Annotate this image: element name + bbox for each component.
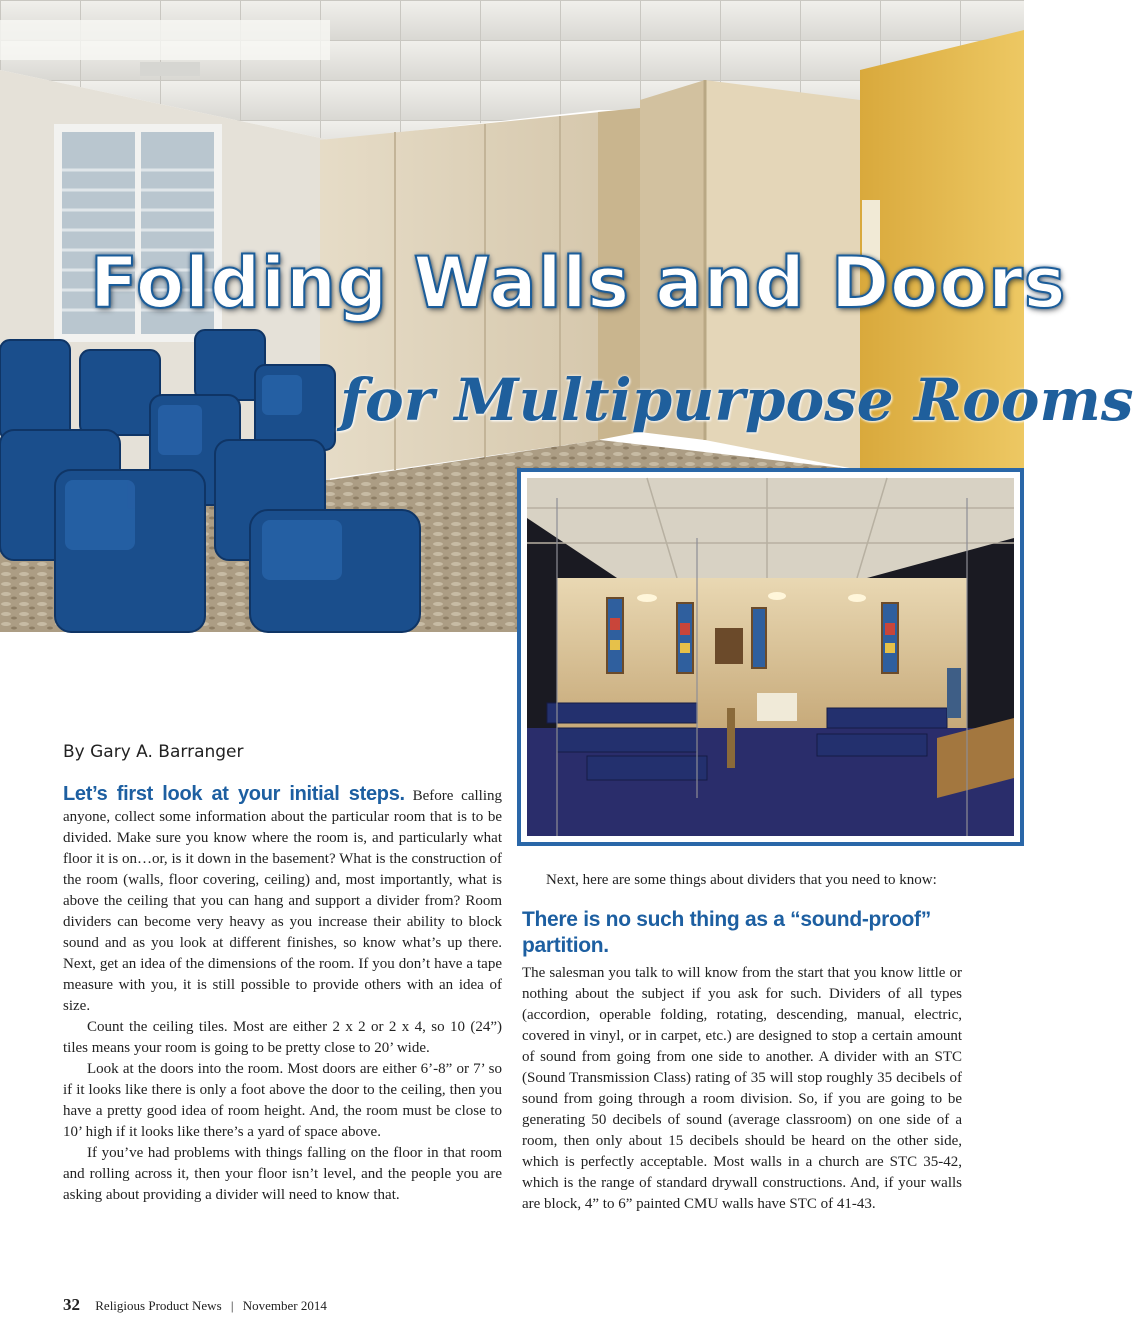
inset-photo — [517, 468, 1024, 846]
publication-name: Religious Product News — [95, 1298, 222, 1313]
paragraph-ceiling-tiles: Count the ceiling tiles. Most are either 2 x 2 or 2 x 4, so 10 (24”) tiles means your room is going to be pretty close to 20’ wide. — [63, 1019, 502, 1056]
lead-paragraph — [63, 784, 502, 1017]
article-subtitle: for Multipurpose Rooms — [340, 366, 1133, 434]
byline: By Gary A. Barranger — [63, 742, 244, 762]
issue-date: November 2014 — [242, 1298, 327, 1313]
paragraph-doors: Look at the doors into the room. Most doors are either 6’-8” or 7’ so if it looks like there is only a foot above the door to the ceiling, then you have a pretty good idea of room height. And, the room must be close to 10’ high if it looks like there’s a yard of space above. — [63, 1061, 502, 1140]
article-title: Folding Walls and Doors — [90, 242, 1067, 324]
paragraph-intro-dividers: Next, here are some things about dividers that you need to know: — [546, 872, 937, 888]
footer-separator: | — [230, 1298, 234, 1313]
inset-illustration — [527, 478, 1014, 836]
article-column-right — [522, 870, 962, 1215]
section-heading: There is no such thing as a “sound-proof” partition. — [522, 908, 931, 957]
article-column-left — [63, 784, 502, 1206]
page-footer — [63, 1295, 327, 1315]
paragraph-sound-proof: The salesman you talk to will know from the start that you know little or nothing about the subject if you ask for such. Dividers of all types (accordion, operable folding, rotating, descending, manual, electric, covered in vinyl, or in carpet, etc.) are designed to stop a certain amount of sound from going from one side to another. A divider with an STC (Sound Transmission Class) rating of 35 will stop roughly 35 decibels of sound from going through a room division. So, if you are going to be generating 50 decibels of sound (average classroom) on one side of a room, then only about 15 decibels should be heard on the other side, which is perfectly acceptable. Most walls in a church are STC 35-42, which is the range of standard drywall constructions. And, if your walls are block, 4” to 6” painted CMU walls have STC of 41-43. — [522, 965, 962, 1212]
page-number: 32 — [63, 1295, 80, 1314]
paragraph-floor: If you’ve had problems with things falling on the floor in that room and rolling across it, then your floor isn’t level, and the people you are asking about providing a divider will need to know that. — [63, 1145, 502, 1203]
lead-heading: Let’s first look at your initial steps. — [63, 783, 405, 805]
lead-paragraph-body: Before calling anyone, collect some information about the particular room that is to be divided. Make sure you know where the room is, and particularly what floor it is on…or, is it down in the basement? What is the construction of the room (walls, floor covering, ceiling) and, most importantly, what is above the ceiling that you can hang and support a divider from? Room dividers can become very heavy as you increase their ability to block sound and as you look at different finishes, so know what’s up there. Next, get an idea of the dimensions of the room. If you don’t have a tape measure with you, it is still possible to provide others with an idea of size. — [63, 788, 502, 1014]
